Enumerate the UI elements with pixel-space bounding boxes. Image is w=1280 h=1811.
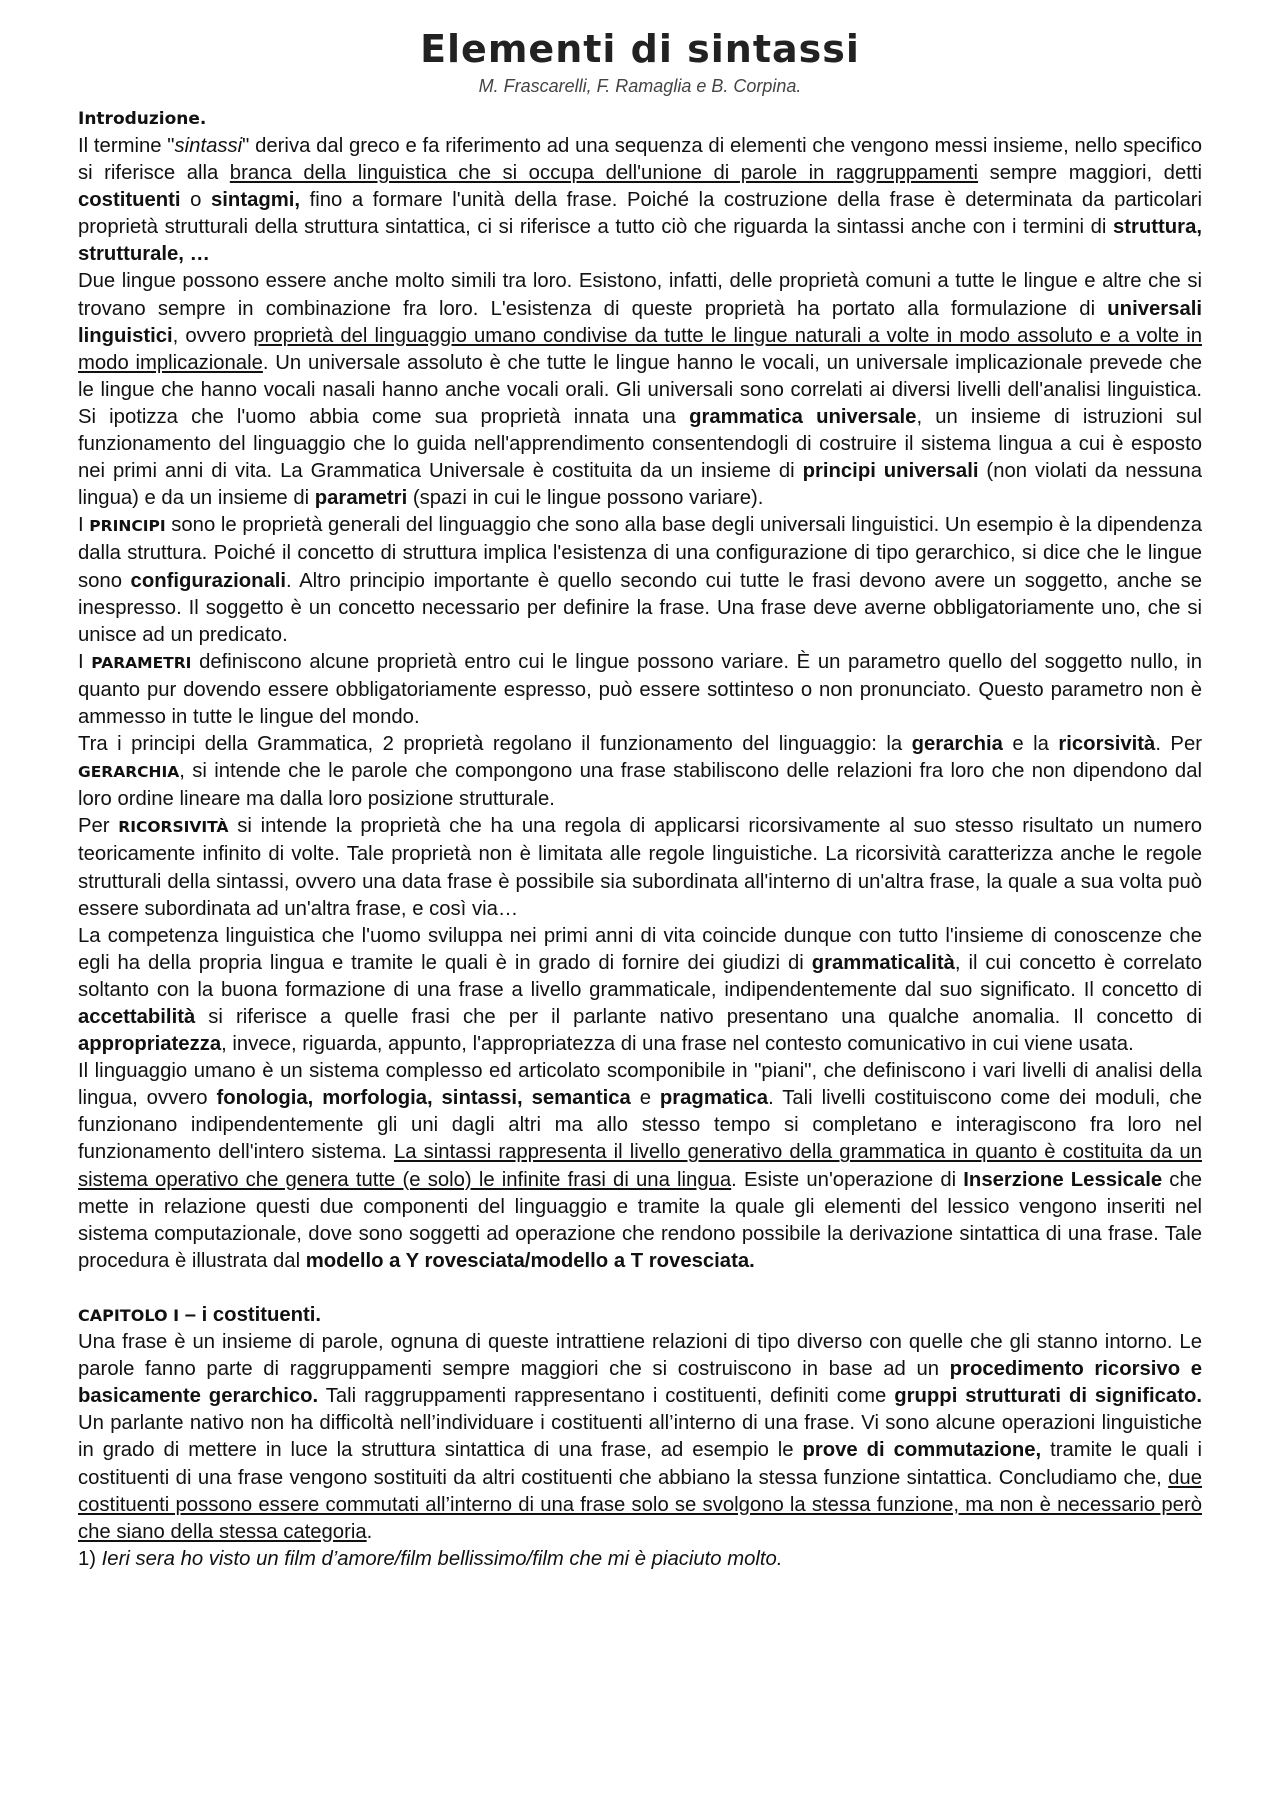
text-run: , un insieme di istruzioni sul funzionamento del linguaggio che lo guida nell'apprendimento consentendogli di costruire il sistema lingua a cui è esposto nei primi anni di vita. La Grammatica Universale è costituita da un insieme di: [78, 405, 1202, 483]
bold-term: costituenti: [78, 189, 181, 212]
smallcaps-term: GERARCHIA: [78, 763, 180, 782]
paragraph-5: [78, 731, 1202, 813]
bold-term: Inserzione Lessicale: [963, 1168, 1163, 1191]
smallcaps-term: PRINCIPI: [89, 517, 166, 536]
bold-term: principi universali: [802, 460, 979, 483]
text-run: , si intende che le parole che compongono una frase stabiliscono delle relazioni fra loro che non dipendono dal loro ordine lineare ma dalla loro posizione strutturale.: [78, 760, 1202, 811]
text-run: (non violati da nessuna lingua) e da un insieme di: [78, 460, 1202, 510]
text-run: Una frase è un insieme di parole, ognuna di queste intrattiene relazioni di tipo diverso con quelle che gli stanno intorno. Le parole fanno parte di raggruppamenti sempre maggiori che si costruiscono in base ad un: [78, 1331, 1202, 1381]
text-run: definiscono alcune proprietà entro cui le lingue possono variare. È un parametro quello del soggetto nullo, in quanto pur dovendo essere obbligatoriamente espresso, può essere sottinteso o non pronunciato. Questo parametro non è ammesso in tutte le lingue del mondo.: [78, 650, 1202, 728]
text-run: fino a formare l'unità della frase. Poiché la costruzione della frase è determinata da particolari proprietà strutturali della struttura sintattica, ci si riferisce a tutto ciò che riguarda la sintassi anche con i termini di: [78, 189, 1202, 239]
chapter-title: – i costituenti.: [179, 1303, 322, 1326]
text-run: . Altro principio importante è quello secondo cui tutte le frasi devono avere un soggetto, anche se inespresso. Il soggetto è un concetto necessario per definire la frase. Una frase deve averne obbligatoriamente uno, che si unisce ad un predicato.: [78, 569, 1202, 646]
bold-term: grammatica universale: [689, 405, 917, 428]
bold-term: grammaticalità: [811, 951, 955, 974]
text-run: " deriva dal greco e fa riferimento ad una sequenza di elementi che vengono messi insieme, nello specifico si riferisce alla: [78, 135, 1202, 185]
text-run: si intende la proprietà che ha una regola di applicarsi ricorsivamente al suo stesso risultato un numero teoricamente infinito di volte. Tale proprietà non è limitata alle regole linguistiche. La ricorsività caratterizza anche le regole strutturali della sintassi, ovvero una data frase è possibile sia subordinata all'interno di un'altra frase, la quale a sua volta può essere subordinata ad un'altra frase, e così via…: [78, 815, 1202, 920]
text-run: sempre maggiori, detti: [978, 162, 1203, 185]
text-run: I: [78, 650, 92, 673]
bold-term: gerarchia: [911, 733, 1003, 756]
text-run: Un parlante nativo non ha difficoltà nell’individuare i costituenti all’interno di una frase. Vi sono alcune operazioni linguistiche in grado di mettere in luce la struttura sintattica di una frase, ad esempio le: [78, 1412, 1202, 1462]
bold-term: procedimento ricorsivo e basicamente gerarchico.: [78, 1358, 1202, 1408]
paragraph-4: [78, 649, 1202, 731]
text-run: sono le proprietà generali del linguaggio che sono alla base degli universali linguistici. Un esempio è la dipendenza dalla struttura. Poiché il concetto di struttura implica l'esistenza di una configurazione di tipo gerarchico, si dice che le lingue sono: [78, 514, 1202, 592]
paragraph-1: [78, 133, 1202, 268]
paragraph-2: [78, 268, 1202, 512]
example-number: 1): [78, 1547, 102, 1570]
bold-term: struttura, strutturale, …: [78, 216, 1202, 266]
text-run: Il linguaggio umano è un sistema complesso ed articolato scomponibile in "piani", che definiscono i vari livelli di analisi della lingua, ovvero: [78, 1060, 1202, 1110]
bold-term: parametri: [314, 487, 408, 510]
paragraph-6: [78, 813, 1202, 922]
chapter-1-heading: [78, 1302, 1202, 1329]
bold-term: sintagmi,: [211, 189, 301, 212]
text-run: Tali raggruppamenti rappresentano i costituenti, definiti come: [318, 1385, 895, 1408]
italic-term: sintassi: [174, 135, 243, 157]
text-run: Per: [78, 815, 119, 838]
paragraph-9: [78, 1329, 1202, 1546]
text-run: tramite le quali i costituenti di una frase vengono sostituiti da altri costituenti che abbiano la stessa funzione sintattica. Concludiamo che,: [78, 1439, 1202, 1489]
text-run: che mette in relazione questi due componenti del linguaggio e tramite la quale gli elementi del lessico vengono inseriti nel sistema computazionale, dove sono soggetti ad operazione che rendono possibile la derivazione sintattica di una frase. Tale procedura è illustrata dal: [78, 1168, 1202, 1272]
text-run: I: [78, 514, 90, 537]
paragraph-7: [78, 923, 1202, 1058]
text-run: , ovvero: [172, 324, 254, 347]
bold-term: appropriatezza: [78, 1033, 222, 1056]
bold-term: modello a Y rovesciata/modello a T rovesciata.: [305, 1249, 755, 1272]
text-run: . Un universale assoluto è che tutte le lingue hanno le vocali, un universale implicazionale prevede che le lingue che hanno vocali nasali hanno anche vocali orali. Gli universali sono correlati ai diversi livelli dell'analisi linguistica. Si ipotizza che l'uomo abbia come sua proprietà innata una: [78, 351, 1203, 428]
bold-term: pragmatica: [659, 1087, 769, 1110]
paragraph-3: [78, 512, 1202, 648]
bold-term: universali linguistici: [78, 297, 1202, 347]
document-authors: M. Frascarelli, F. Ramaglia e B. Corpina.: [478, 76, 802, 96]
bold-term: configurazionali: [130, 569, 287, 592]
underlined-text: branca della linguistica che si occupa dell'unione di parole in raggruppamenti: [229, 162, 979, 185]
bold-term: ricorsività: [1058, 733, 1156, 756]
text-run: .: [366, 1520, 373, 1543]
text-run: . Per: [1155, 733, 1202, 756]
smallcaps-term: PARAMETRI: [91, 653, 192, 672]
smallcaps-term: RICORSIVITÀ: [118, 818, 229, 837]
text-run: , il cui concetto è correlato soltanto con la buona formazione di una frase a livello grammaticale, indipendentemente dal suo significato. Il concetto di: [78, 951, 1203, 1001]
underlined-text: La sintassi rappresenta il livello generativo della grammatica in quanto è costituita da un sistema operativo che genera tutte (e solo) le infinite frasi di una lingua: [78, 1141, 1202, 1191]
text-run: . Esiste un'operazione di: [731, 1168, 964, 1191]
text-run: La competenza linguistica che l'uomo sviluppa nei primi anni di vita coincide dunque con tutto l'insieme di conoscenze che egli ha della propria lingua e tramite le quali è in grado di fornire dei giudizi di: [78, 924, 1202, 974]
text-run: (spazi in cui le lingue possono variare).: [407, 487, 764, 510]
chapter-label: CAPITOLO I: [78, 1305, 180, 1325]
document-title: Elementi di sintassi: [420, 27, 860, 71]
text-run: Due lingue possono essere anche molto simili tra loro. Esistono, infatti, delle proprietà comuni a tutte le lingue e altre che si trovano sempre in combinazione fra loro. L'esistenza di queste proprietà ha portato alla formulazione di: [78, 270, 1202, 320]
paragraph-8: [78, 1058, 1202, 1275]
bold-term: accettabilità: [78, 1006, 196, 1028]
example-1: [78, 1546, 1202, 1573]
intro-heading: Introduzione.: [78, 109, 207, 129]
bold-term: fonologia, morfologia, sintassi, semantica: [216, 1087, 631, 1110]
example-text: Ieri sera ho visto un film d’amore/film bellissimo/film che mi è piaciuto molto.: [101, 1547, 783, 1570]
text-run: , invece, riguarda, appunto, l'appropriatezza di una frase nel contesto comunicativo in cui viene usata.: [221, 1033, 1134, 1056]
text-run: Il termine ": [78, 135, 175, 157]
text-run: e la: [1002, 733, 1059, 756]
underlined-text: due costituenti possono essere commutati all’interno di una frase solo se svolgono la stessa funzione, ma non è necessario però che siano della stessa categoria: [78, 1466, 1202, 1543]
text-run: e: [630, 1087, 660, 1110]
text-run: Tra i principi della Grammatica, 2 proprietà regolano il funzionamento del linguaggio: la: [78, 733, 912, 756]
bold-term: prove di commutazione,: [802, 1439, 1042, 1462]
text-run: o: [180, 189, 212, 212]
text-run: . Tali livelli costituiscono come dei moduli, che funzionano indipendentemente gli uni dagli altri ma allo stesso tempo si completano e interagiscono fra loro nel funzionamento dell'intero sistema.: [78, 1087, 1202, 1164]
bold-term: gruppi strutturati di significato.: [894, 1385, 1202, 1408]
underlined-text: proprietà del linguaggio umano condivise da tutte le lingue naturali a volte in modo assoluto e a volte in modo implicazionale: [78, 324, 1202, 374]
text-run: si riferisce a quelle frasi che per il parlante nativo presentano una qualche anomalia. Il concetto di: [195, 1006, 1202, 1028]
